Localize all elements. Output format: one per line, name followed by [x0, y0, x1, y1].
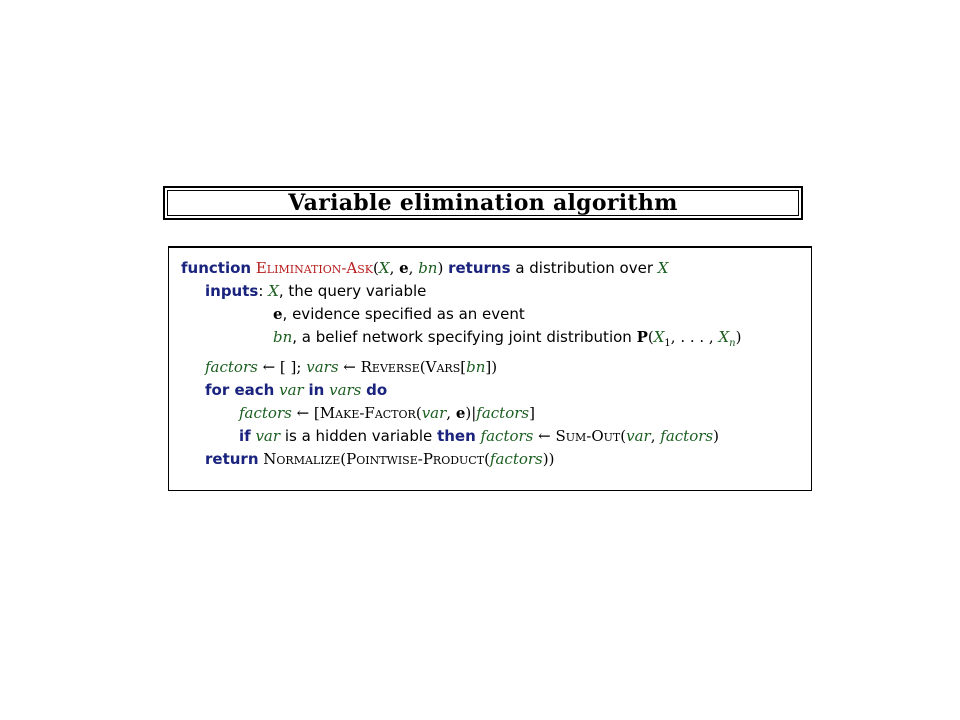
var-vars: vars	[306, 358, 339, 376]
condition-desc: is a hidden variable	[284, 427, 433, 445]
fn-make-factor: Make-Factor	[319, 404, 416, 422]
fn-vars: Vars	[425, 358, 461, 376]
keyword-then: then	[437, 427, 476, 445]
paren: (	[340, 450, 347, 468]
prob-symbol: P	[636, 328, 648, 346]
sub-n: n	[729, 338, 736, 349]
assign: ← [	[291, 404, 320, 422]
var-var: var	[626, 427, 651, 445]
var-factors: factors	[476, 404, 530, 422]
arg-x: X	[378, 259, 390, 277]
page-title: Variable elimination algorithm	[167, 190, 799, 216]
keyword-do: do	[366, 381, 388, 399]
algorithm-box	[168, 246, 812, 491]
fn-pointwise-product: Pointwise-Product	[346, 450, 485, 468]
input-bn-desc: , a belief network specifying joint distribution	[292, 328, 632, 346]
function-name: Elimination-Ask	[255, 259, 374, 277]
var-var: var	[421, 404, 447, 422]
paren: (	[484, 450, 490, 468]
algorithm-line-9	[205, 449, 554, 469]
paren: (	[647, 328, 654, 346]
arg-bn: bn	[418, 259, 438, 277]
return-description: a distribution over	[515, 259, 653, 277]
keyword-in: in	[308, 381, 325, 399]
x1: X	[653, 328, 665, 346]
keyword-if: if	[239, 427, 251, 445]
algorithm-line-2	[205, 281, 426, 301]
input-x-desc: , the query variable	[278, 282, 427, 300]
comma: ,	[650, 427, 661, 445]
var-var: var	[279, 381, 304, 399]
title-box	[163, 186, 803, 220]
var-var: var	[255, 427, 281, 445]
bracket: [	[460, 358, 467, 376]
fn-normalize: Normalize	[263, 450, 341, 468]
comma: ,	[408, 259, 419, 277]
var-factors: factors	[205, 358, 258, 376]
algorithm-line-5	[205, 357, 497, 377]
algorithm-line-3	[273, 304, 525, 324]
algorithm-line-8	[239, 426, 719, 446]
input-x: X	[268, 282, 279, 300]
bracket: ])	[485, 358, 498, 376]
fn-reverse: Reverse	[360, 358, 420, 376]
keyword-for-each: for each	[205, 381, 275, 399]
paren: (	[620, 427, 627, 445]
paren: ))	[542, 450, 555, 468]
algorithm-line-6	[205, 380, 387, 400]
var-factors: factors	[239, 404, 292, 422]
xn: X	[718, 328, 730, 346]
keyword-return: return	[205, 450, 259, 468]
var-factors: factors	[489, 450, 543, 468]
var-vars: vars	[329, 381, 362, 399]
var-bn: bn	[466, 358, 486, 376]
var-e: e	[455, 404, 466, 422]
paren: )|	[465, 404, 477, 422]
paren: )	[713, 427, 719, 445]
bracket: ]	[529, 404, 535, 422]
var-factors: factors	[480, 427, 534, 445]
sub-1: 1	[664, 338, 671, 349]
paren: )	[437, 259, 444, 277]
assign: ←	[338, 358, 361, 376]
assign: ← [ ];	[257, 358, 307, 376]
input-e: e	[273, 305, 283, 323]
comma: ,	[389, 259, 400, 277]
paren: (	[373, 259, 379, 277]
arg-e: e	[399, 259, 409, 277]
ellipsis: , . . . ,	[670, 328, 719, 346]
return-var: X	[657, 259, 669, 277]
colon: :	[258, 282, 264, 300]
keyword-returns: returns	[448, 259, 511, 277]
keyword-inputs: inputs	[205, 282, 259, 300]
assign: ←	[533, 427, 556, 445]
keyword-function: function	[181, 259, 252, 277]
algorithm-line-1	[181, 258, 668, 278]
comma: ,	[446, 404, 456, 422]
fn-sum-out: Sum-Out	[555, 427, 621, 445]
paren: (	[419, 358, 426, 376]
input-e-desc: , evidence specified as an event	[282, 305, 525, 323]
algorithm-line-7	[239, 403, 535, 423]
var-factors: factors	[660, 427, 714, 445]
paren: (	[415, 404, 422, 422]
input-bn: bn	[273, 328, 293, 346]
algorithm-line-4	[273, 327, 741, 354]
paren: )	[735, 328, 742, 346]
